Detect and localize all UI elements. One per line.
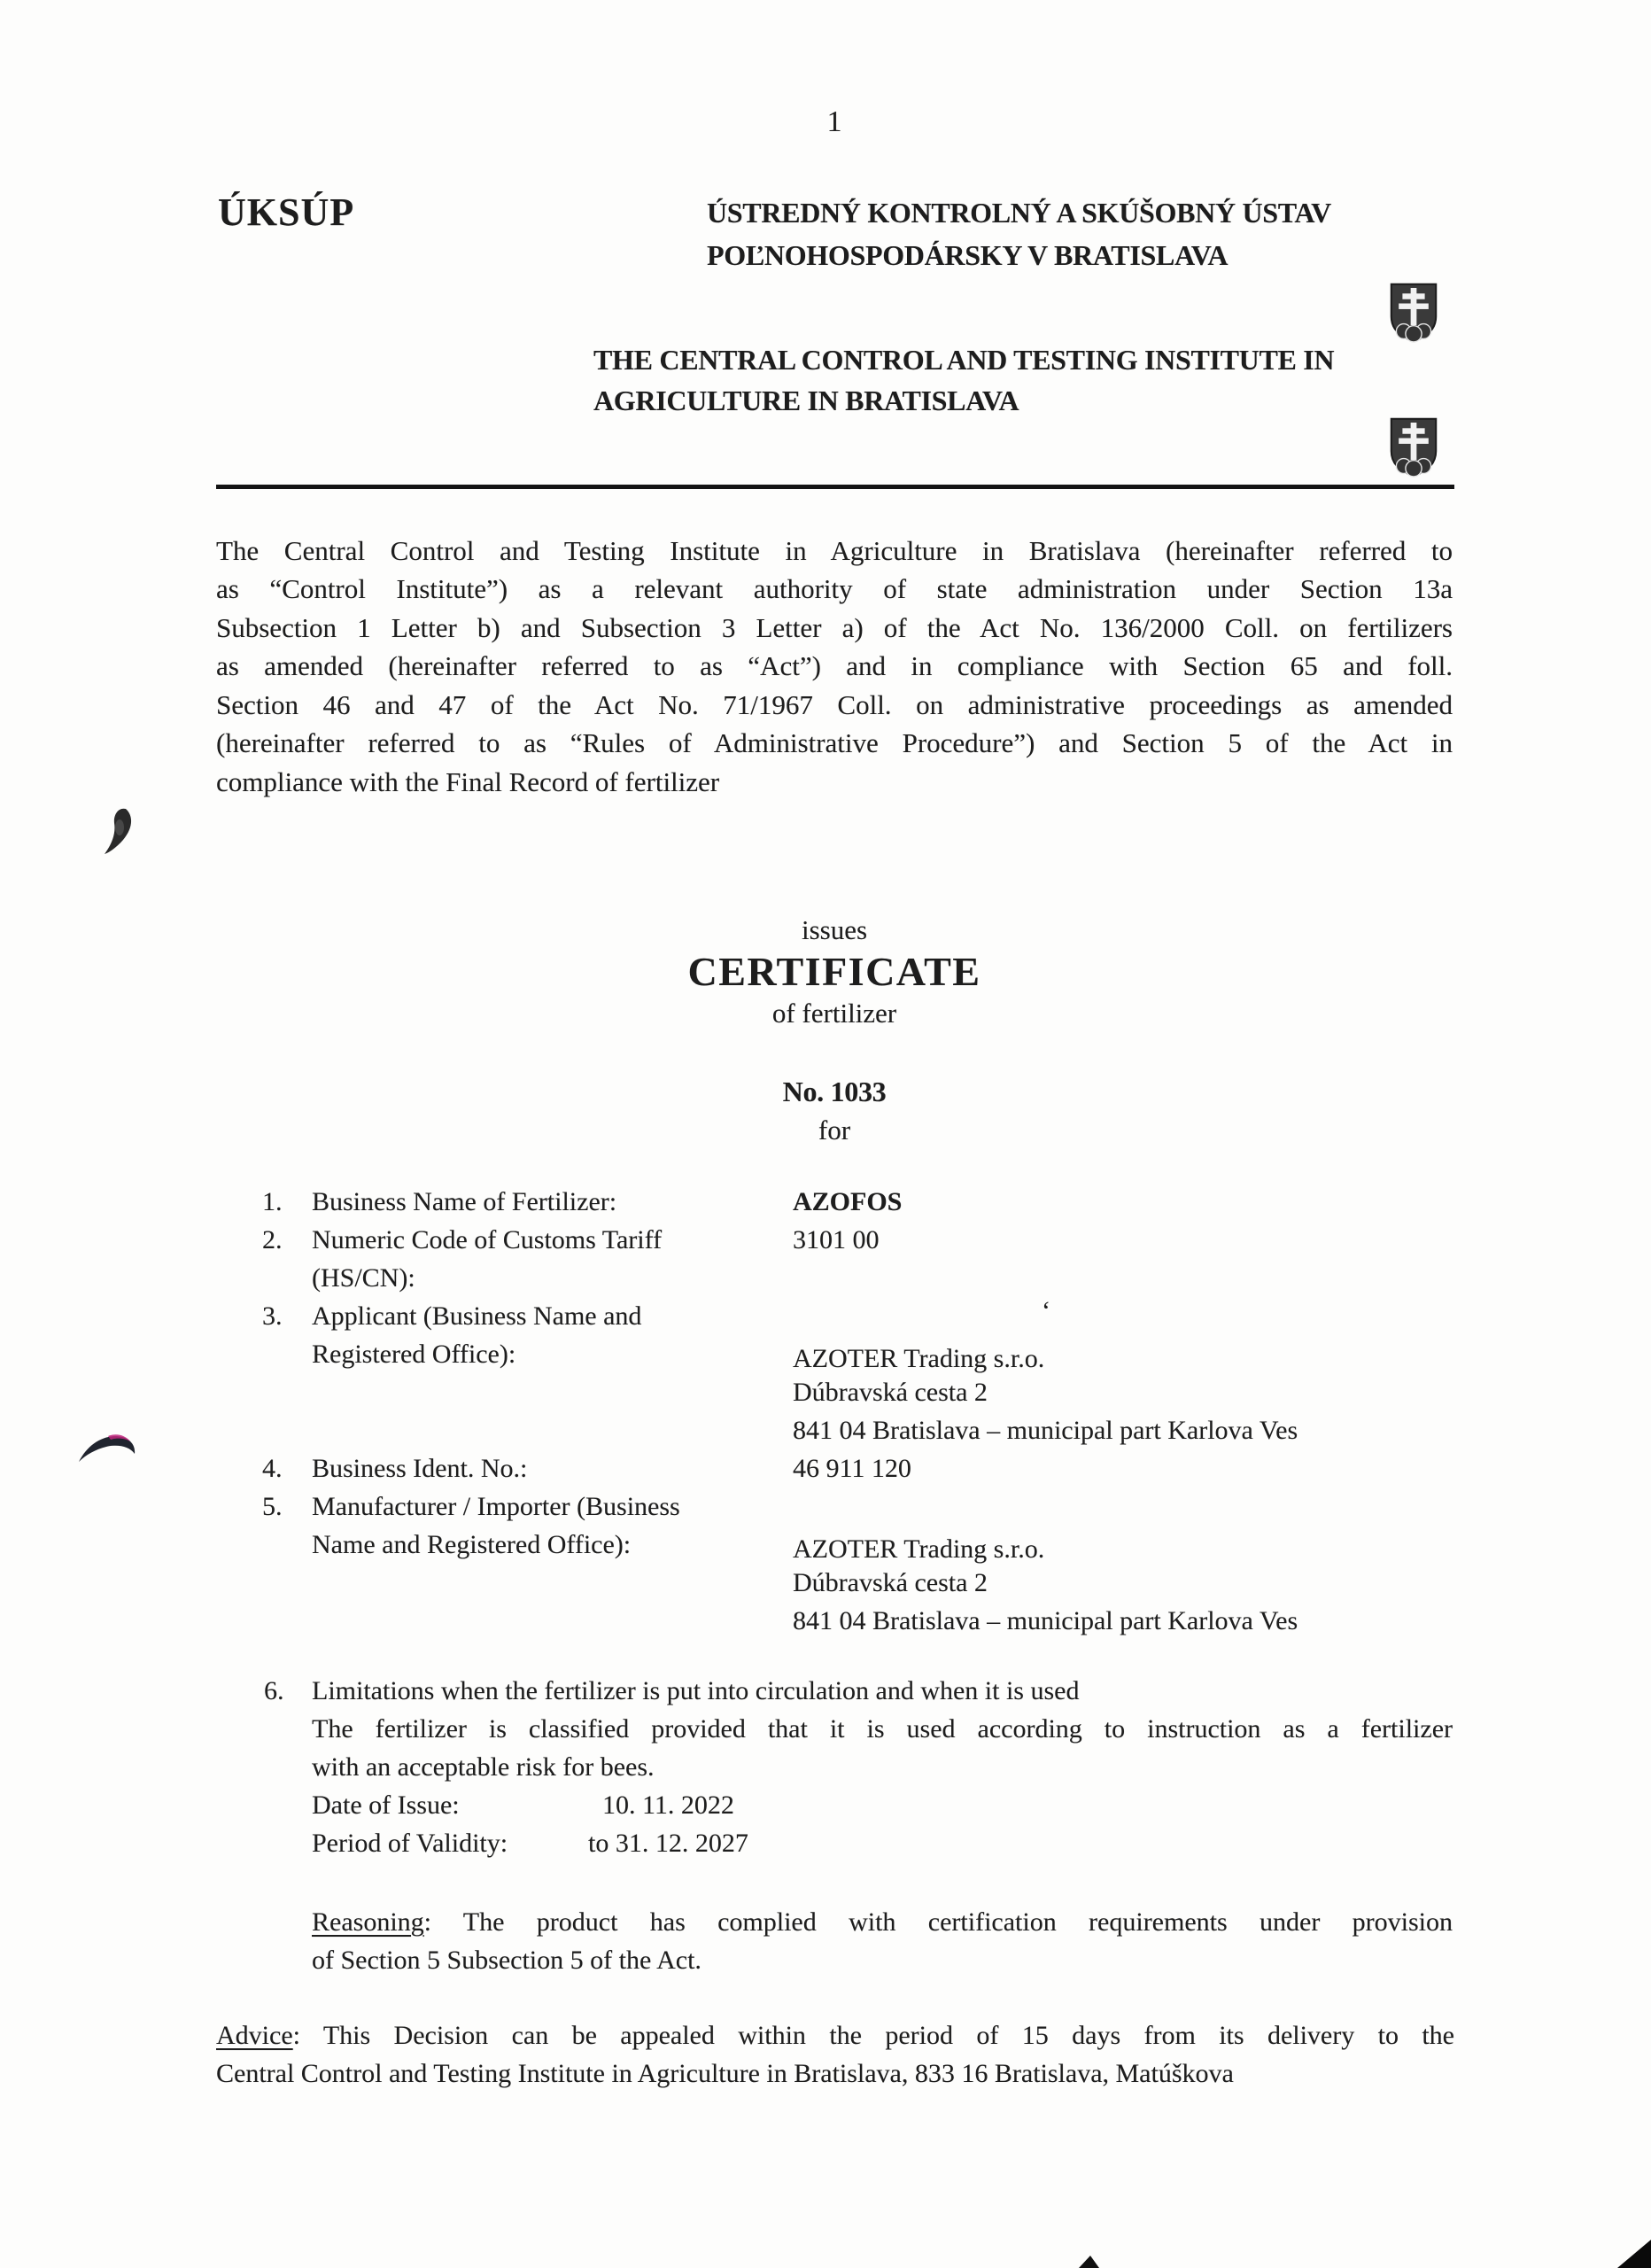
date-of-issue-label: Date of Issue: [312,1790,460,1820]
bottom-right-corner-scan-shadow [1617,2240,1651,2268]
item-6-body-line2: with an acceptable risk for bees. [312,1752,655,1782]
item-5-label: Manufacturer / Importer (Business [312,1492,680,1521]
reasoning-line1 [312,1907,1453,1938]
item-4-label: Business Ident. No.: [312,1454,528,1483]
institute-name-sk-line1: ÚSTREDNÝ KONTROLNÝ A SKÚŠOBNÝ ÚSTAV [707,197,1331,229]
ink-blot-comma-mark [101,806,135,856]
item-5-value-line2: Dúbravská cesta 2 [793,1568,988,1597]
page-number: 1 [826,105,842,138]
ink-swoosh-mark [76,1430,138,1471]
intro-paragraph-line: The Central Control and Testing Institute in Agriculture in Bratislava (hereinafter referred to [216,535,1453,566]
item-1-number: 1. [262,1187,283,1216]
item-3-value-line2: Dúbravská cesta 2 [793,1378,988,1407]
period-of-validity-value: to 31. 12. 2027 [588,1829,748,1858]
intro-paragraph-line: Section 46 and 47 of the Act No. 71/1967 Coll. on administrative proceedings as amended [216,689,1453,720]
advice-text: : This Decision can be appealed within the period of 15 days from its delivery to the [292,2021,1454,2050]
certificate-subtitle: of fertilizer [771,998,897,1029]
certificate-number: No. 1033 [782,1076,887,1107]
item-6-body-line1: The fertilizer is classified provided that it is used according to instruction as a fertilizer [312,1714,1453,1744]
item-3-value-line1: AZOTER Trading s.r.o. [793,1344,1045,1373]
item-3-label-line2: Registered Office): [312,1340,516,1369]
bottom-edge-ink-tick [1079,2256,1100,2268]
slovak-coat-of-arms-icon [1389,416,1438,478]
advice-line2: Central Control and Testing Institute in Agriculture in Bratislava, 833 16 Bratislava, Matúškova [216,2059,1234,2088]
slovak-coat-of-arms-icon [1389,282,1438,344]
item-3-number: 3. [262,1301,283,1331]
for-label: for [818,1115,851,1146]
item-6-label: Limitations when the fertilizer is put into circulation and when it is used [312,1676,1080,1705]
advice-label: Advice [216,2021,293,2050]
org-abbreviation: ÚKSÚP [218,190,355,234]
item-2-number: 2. [262,1225,283,1254]
item-5-label-line2: Name and Registered Office): [312,1530,632,1559]
item-3-label: Applicant (Business Name and [312,1301,642,1331]
intro-paragraph-line: as “Control Institute”) as a relevant authority of state administration under Section 13a [216,573,1453,604]
certificate-title: CERTIFICATE [687,949,981,994]
institute-name-en-line1: THE CENTRAL CONTROL AND TESTING INSTITUTE IN [593,344,1335,376]
stray-ink-apostrophe: ‘ [1042,1296,1050,1325]
institute-name-en-line2: AGRICULTURE IN BRATISLAVA [593,384,1019,416]
date-of-issue-value: 10. 11. 2022 [602,1790,734,1820]
item-5-number: 5. [262,1492,283,1521]
item-4-value: 46 911 120 [793,1454,911,1483]
institute-name-sk-line2: POĽNOHOSPODÁRSKY V BRATISLAVA [707,239,1229,271]
header-divider-rule [216,485,1454,489]
item-6-number: 6. [264,1676,284,1705]
reasoning-line2: of Section 5 Subsection 5 of the Act. [312,1946,701,1975]
item-1-label: Business Name of Fertilizer: [312,1187,617,1216]
item-5-value-line1: AZOTER Trading s.r.o. [793,1534,1045,1564]
reasoning-text: : The product has complied with certification requirements under provision [423,1907,1453,1937]
item-5-value-line3: 841 04 Bratislava – municipal part Karlova Ves [793,1606,1298,1635]
item-4-number: 4. [262,1454,283,1483]
intro-paragraph-line: (hereinafter referred to as “Rules of Administrative Procedure”) and Section 5 of the Act in [216,727,1453,758]
item-3-value-line3: 841 04 Bratislava – municipal part Karlova Ves [793,1416,1298,1445]
intro-paragraph-line: as amended (hereinafter referred to as “Act”) and in compliance with Section 65 and foll. [216,650,1453,681]
item-2-label: Numeric Code of Customs Tariff [312,1225,663,1254]
issues-label: issues [801,914,868,945]
reasoning-label: Reasoning [312,1907,424,1937]
intro-paragraph-line: Subsection 1 Letter b) and Subsection 3 Letter a) of the Act No. 136/2000 Coll. on fertilizers [216,612,1453,643]
item-2-value: 3101 00 [793,1225,880,1254]
item-1-value: AZOFOS [793,1187,903,1216]
period-of-validity-label: Period of Validity: [312,1829,508,1858]
advice-line1 [216,2020,1454,2051]
intro-paragraph-line: compliance with the Final Record of fertilizer [216,766,720,797]
item-2-label-line2: (HS/CN): [312,1263,415,1293]
